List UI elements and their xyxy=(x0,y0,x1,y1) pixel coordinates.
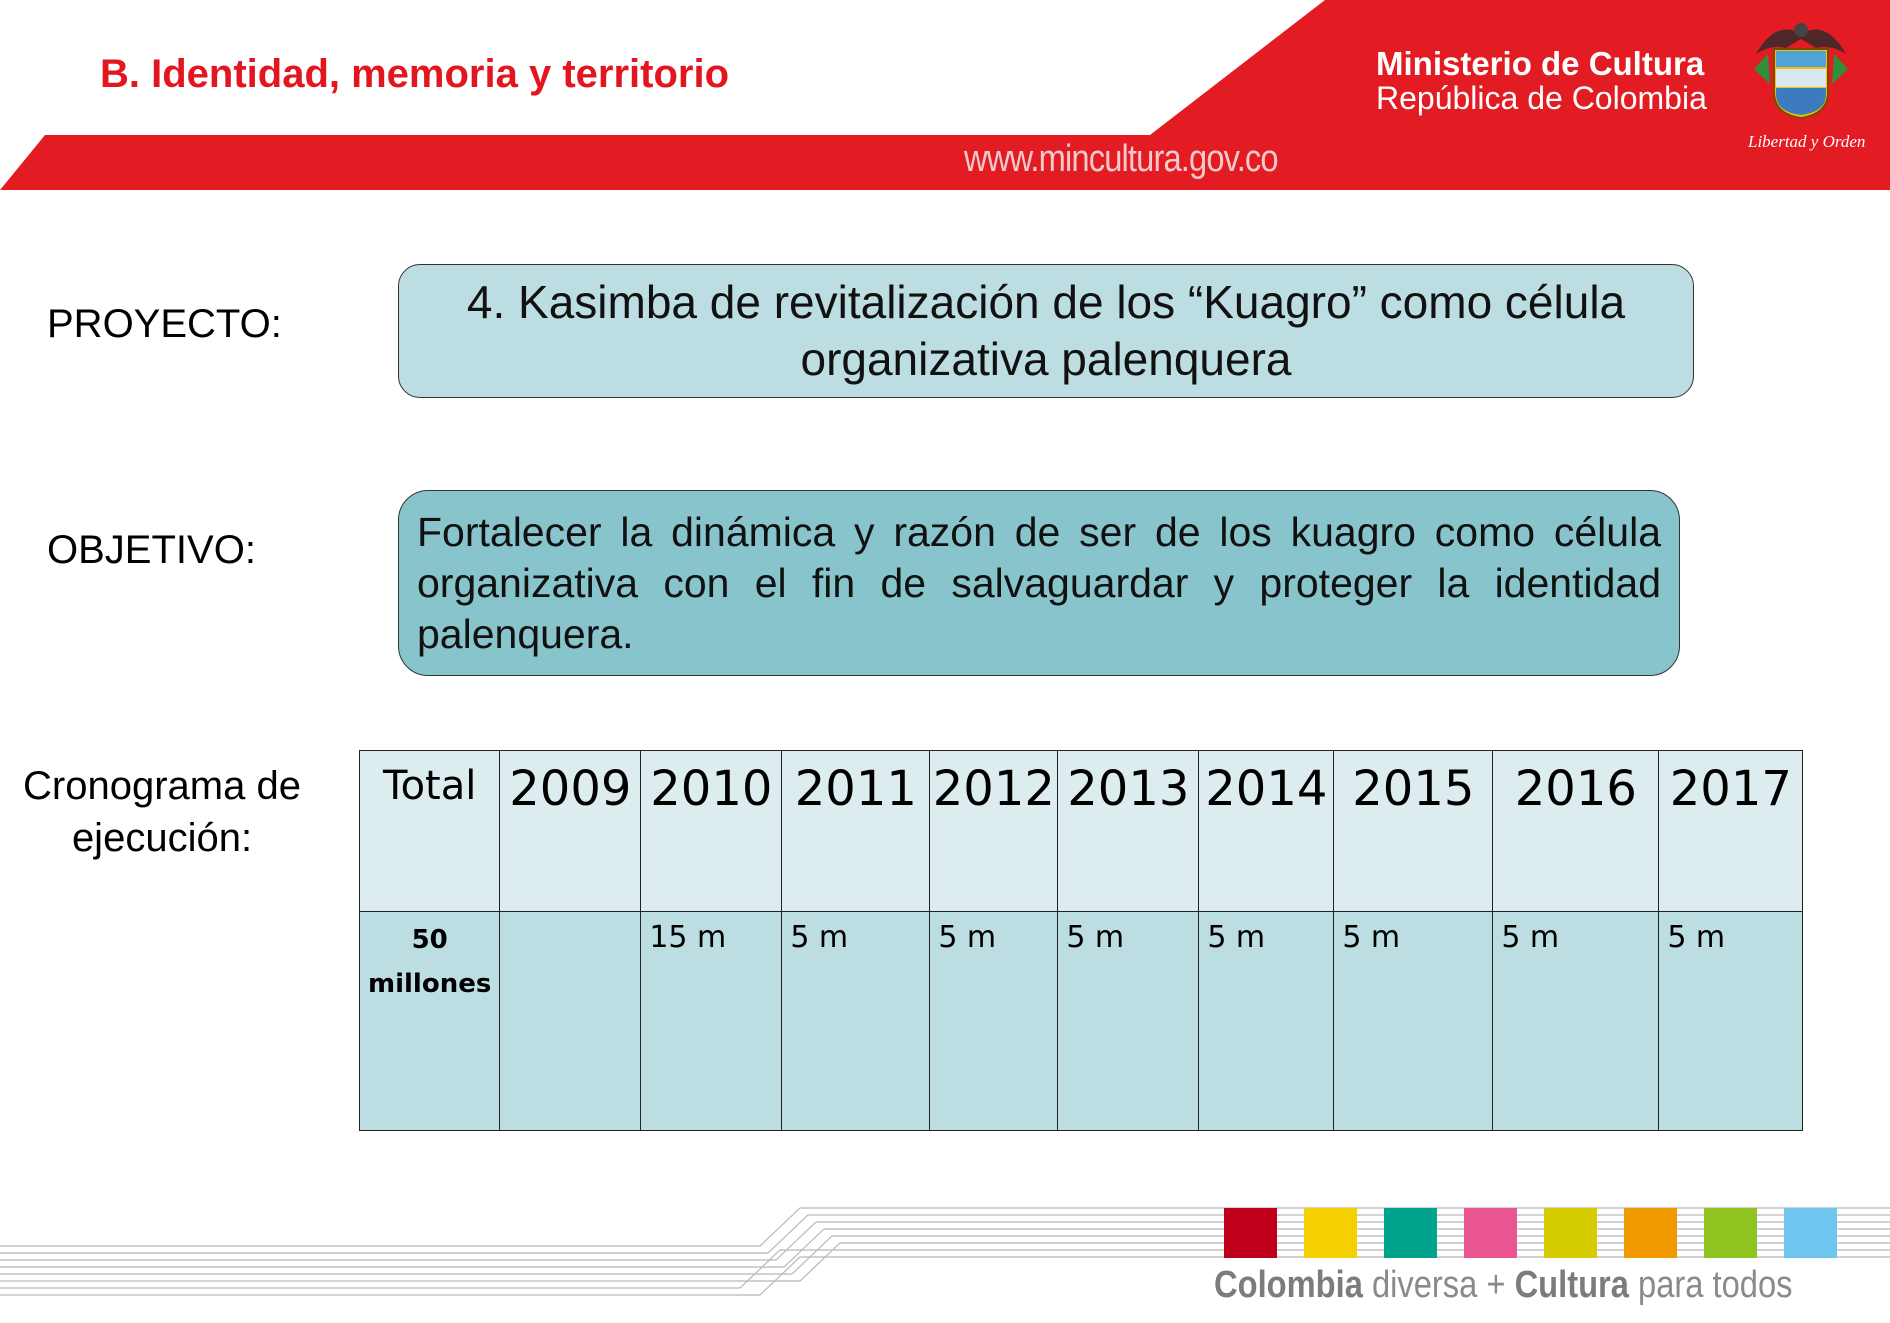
header-year: 2009 xyxy=(500,751,641,912)
motto: Libertad y Orden xyxy=(1748,132,1866,151)
color-square xyxy=(1544,1208,1597,1258)
value-cell: 5 m xyxy=(782,912,930,1131)
schedule-label-line-2: ejecución: xyxy=(71,816,253,860)
schedule-table xyxy=(359,750,1803,1131)
header-year: 2015 xyxy=(1334,751,1493,912)
project-label: PROYECTO: xyxy=(47,302,282,346)
header-year: 2011 xyxy=(782,751,930,912)
section-title: B. Identidad, memoria y territorio xyxy=(100,52,730,96)
header-year: 2017 xyxy=(1659,751,1803,912)
header-year: 2013 xyxy=(1058,751,1199,912)
value-cell: 5 m xyxy=(1334,912,1493,1131)
value-cell: 5 m xyxy=(930,912,1058,1131)
color-square xyxy=(1784,1208,1837,1258)
footer-tagline xyxy=(1214,1264,1792,1307)
ministry-line-2: República de Colombia xyxy=(1376,80,1707,116)
value-cell: 5 m xyxy=(1493,912,1659,1131)
header-year: 2014 xyxy=(1199,751,1334,912)
header-year: 2012 xyxy=(930,751,1058,912)
objective-box xyxy=(398,490,1680,676)
tagline-bold-2: Cultura xyxy=(1514,1264,1629,1306)
color-square xyxy=(1464,1208,1517,1258)
header-year: 2010 xyxy=(641,751,782,912)
tagline-text-1: diversa + xyxy=(1362,1264,1515,1306)
ministry-line-1: Ministerio de Cultura xyxy=(1376,45,1705,82)
value-cell: 5 m xyxy=(1199,912,1334,1131)
table-row xyxy=(360,912,1803,1131)
header-total: Total xyxy=(360,751,500,912)
coat-of-arms-icon xyxy=(1746,14,1856,119)
color-square xyxy=(1224,1208,1277,1258)
value-cell: 5 m xyxy=(1058,912,1199,1131)
color-square xyxy=(1704,1208,1757,1258)
total-unit: millones xyxy=(368,969,492,999)
total-amount: 50 xyxy=(411,925,448,955)
tagline-bold-1: Colombia xyxy=(1214,1264,1363,1306)
value-cell: 5 m xyxy=(1659,912,1803,1131)
schedule-label-line-1: Cronograma de xyxy=(23,764,301,808)
color-square xyxy=(1304,1208,1357,1258)
website-url[interactable]: www.mincultura.gov.co xyxy=(964,138,1278,180)
tagline-text-2: para todos xyxy=(1628,1264,1793,1306)
color-square xyxy=(1624,1208,1677,1258)
ministry-name xyxy=(1376,46,1707,116)
value-cell: 15 m xyxy=(641,912,782,1131)
value-cell xyxy=(500,912,641,1131)
color-square xyxy=(1384,1208,1437,1258)
total-cell xyxy=(360,912,500,1131)
schedule-label xyxy=(12,760,312,864)
header-year: 2016 xyxy=(1493,751,1659,912)
objective-label: OBJETIVO: xyxy=(47,528,256,572)
project-text: 4. Kasimba de revitalización de los “Kuagro” como célula organizativa palenquera xyxy=(466,276,1626,385)
color-squares xyxy=(1224,1208,1864,1258)
objective-text: Fortalecer la dinámica y razón de ser de los kuagro como célula organizativa con el fin de salvaguardar y proteger la identidad palenquera. xyxy=(417,509,1661,657)
project-box xyxy=(398,264,1694,398)
table-header-row xyxy=(360,751,1803,912)
